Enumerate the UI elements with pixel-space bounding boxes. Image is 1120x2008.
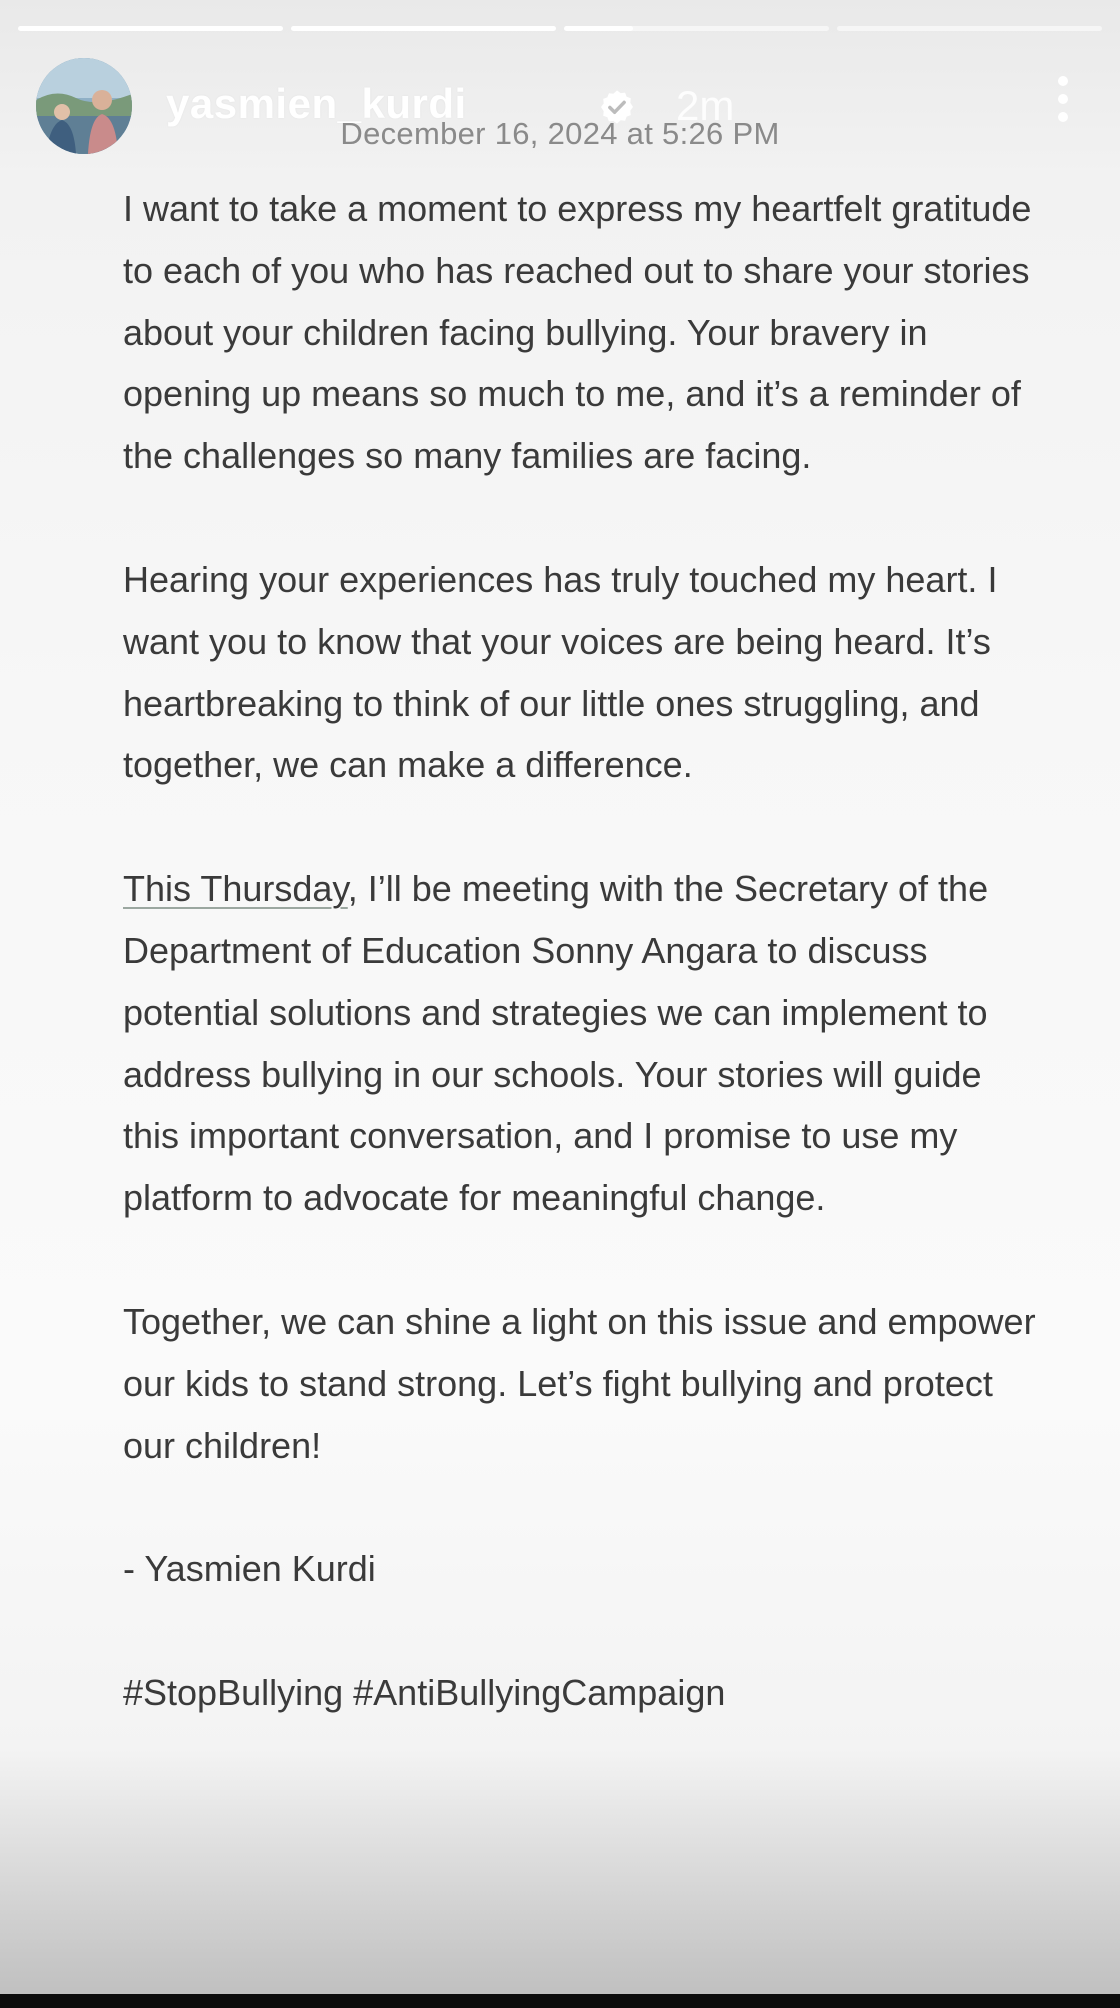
note-paragraph-text: , I’ll be meeting with the Secretary of the Department of Education Sonny Angara to discuss potential solutions and strategies we can implement to address bullying in our schools. Your stories will guide this important conversation, and I promise to use my platform to advocate for meaningful change. xyxy=(123,868,989,1219)
story-progress-segment xyxy=(564,26,829,31)
story-progress-bar xyxy=(18,26,1102,31)
hashtags: #StopBullying #AntiBullyingCampaign xyxy=(123,1672,726,1714)
story-progress-segment xyxy=(18,26,283,31)
signature: - Yasmien Kurdi xyxy=(123,1548,376,1590)
story-progress-fill xyxy=(564,26,633,31)
date-link[interactable]: This Thursday xyxy=(123,868,348,910)
bottom-edge xyxy=(0,1994,1120,2008)
story-time-ago: 2m xyxy=(676,82,735,129)
story-progress-segment xyxy=(291,26,556,31)
story-progress-fill xyxy=(18,26,283,31)
note-paragraph: Together, we can shine a light on this issue and empower our kids to stand strong. Let’s fight bullying and protect our children! xyxy=(123,1300,1036,1466)
note-body xyxy=(123,178,1043,1786)
story-progress-fill xyxy=(291,26,556,31)
note-paragraph: Hearing your experiences has truly touched my heart. I want you to know that your voices are being heard. It’s heartbreaking to think of our little ones struggling, and together, we can make a difference. xyxy=(123,558,998,786)
story-progress-segment xyxy=(837,26,1102,31)
username[interactable]: yasmien_kurdi xyxy=(166,80,467,127)
note-paragraph: I want to take a moment to express my heartfelt gratitude to each of you who has reached out to share your stories about your children facing bullying. Your bravery in opening up means so much to me, and it’s a reminder of the challenges so many families are facing. xyxy=(123,188,1032,477)
note-date: December 16, 2024 at 5:26 PM xyxy=(340,116,780,151)
note-paragraph xyxy=(123,858,1043,1229)
